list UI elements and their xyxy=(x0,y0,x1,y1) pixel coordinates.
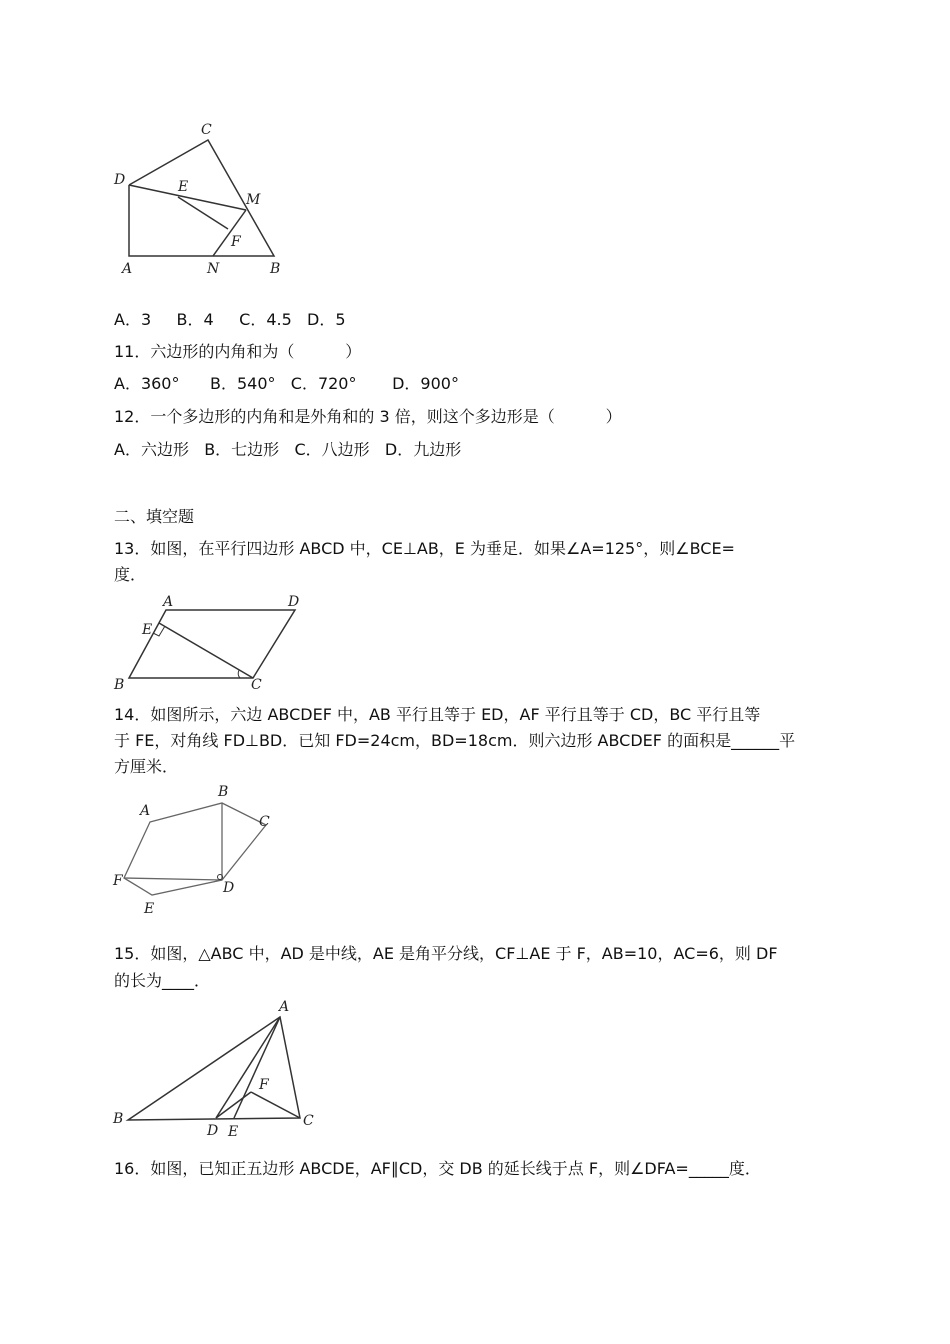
q16-line1: 16．如图，已知正五边形 ABCDE，AF∥CD，交 DB 的延长线于点 F，则∠DFA=_____度． xyxy=(114,1159,761,1178)
q13-label-b: B xyxy=(114,677,125,693)
q15-label-b: B xyxy=(113,1111,124,1127)
q13-line2: 度． xyxy=(114,565,147,584)
q13-parallelogram xyxy=(129,610,295,678)
q10-label-e: E xyxy=(178,179,189,195)
q14-label-d: D xyxy=(223,880,235,896)
q15-label-d: D xyxy=(207,1123,219,1139)
q14-line3: 方厘米． xyxy=(114,757,179,776)
q14-label-b: B xyxy=(218,784,229,800)
q14-label-c: C xyxy=(259,814,270,830)
q15-label-c: C xyxy=(303,1113,314,1129)
q14-line2: 于 FE，对角线 FD⊥BD．已知 FD=24cm，BD=18cm．则六边形 ABCDEF 的面积是______平 xyxy=(114,731,796,750)
q10-label-n: N xyxy=(207,261,220,277)
q13-segment-ce xyxy=(159,623,253,678)
q11-options: A．360° B．540° C．720° D．900° xyxy=(114,374,459,393)
q15-segment-cf xyxy=(251,1092,300,1118)
q10-label-m: M xyxy=(246,192,261,208)
q15-label-a: A xyxy=(279,999,290,1015)
section-title: 二、填空题 xyxy=(114,507,195,526)
q14-label-a: A xyxy=(140,803,151,819)
q15-line2: 的长为____． xyxy=(114,971,211,990)
q13-figure xyxy=(108,590,318,694)
q13-line1: 13．如图，在平行四边形 ABCD 中，CE⊥AB，E 为垂足．如果∠A=125°，则∠BCE= xyxy=(114,539,735,558)
q13-angle-mark xyxy=(238,670,240,678)
q15-line1: 15．如图，△ABC 中，AD 是中线，AE 是角平分线，CF⊥AE 于 F，AB=10，AC=6，则 DF xyxy=(114,944,778,963)
q14-label-f: F xyxy=(113,873,123,889)
q14-line1: 14．如图所示，六边 ABCDEF 中，AB 平行且等于 ED，AF 平行且等于 CD，BC 平行且等 xyxy=(114,705,761,724)
q13-label-e: E xyxy=(142,622,153,638)
q13-label-a: A xyxy=(163,594,174,610)
q12-stem: 12．一个多边形的内角和是外角和的 3 倍，则这个多边形是（ ） xyxy=(114,407,622,426)
q10-figure xyxy=(108,118,298,280)
q15-figure xyxy=(108,995,328,1143)
q13-label-c: C xyxy=(251,677,262,693)
q10-label-b: B xyxy=(270,261,281,277)
q10-options: A．3 B．4 C．4.5 D．5 xyxy=(114,310,346,329)
q10-label-c: C xyxy=(201,122,212,138)
q10-segment-ef xyxy=(178,197,228,229)
q10-label-d: D xyxy=(114,172,126,188)
q10-label-a: A xyxy=(122,261,133,277)
q14-label-e: E xyxy=(144,901,155,917)
q10-label-f: F xyxy=(231,234,241,250)
q13-label-d: D xyxy=(288,594,300,610)
q11-stem: 11．六边形的内角和为（ ） xyxy=(114,342,362,361)
q15-segment-df xyxy=(216,1092,251,1118)
q14-figure xyxy=(108,780,288,922)
q15-label-e: E xyxy=(228,1124,239,1140)
q14-diagonal-fd xyxy=(124,878,222,880)
q12-options: A．六边形 B．七边形 C．八边形 D．九边形 xyxy=(114,440,462,459)
q10-segment-nm xyxy=(213,210,246,256)
q15-label-f: F xyxy=(259,1077,269,1093)
